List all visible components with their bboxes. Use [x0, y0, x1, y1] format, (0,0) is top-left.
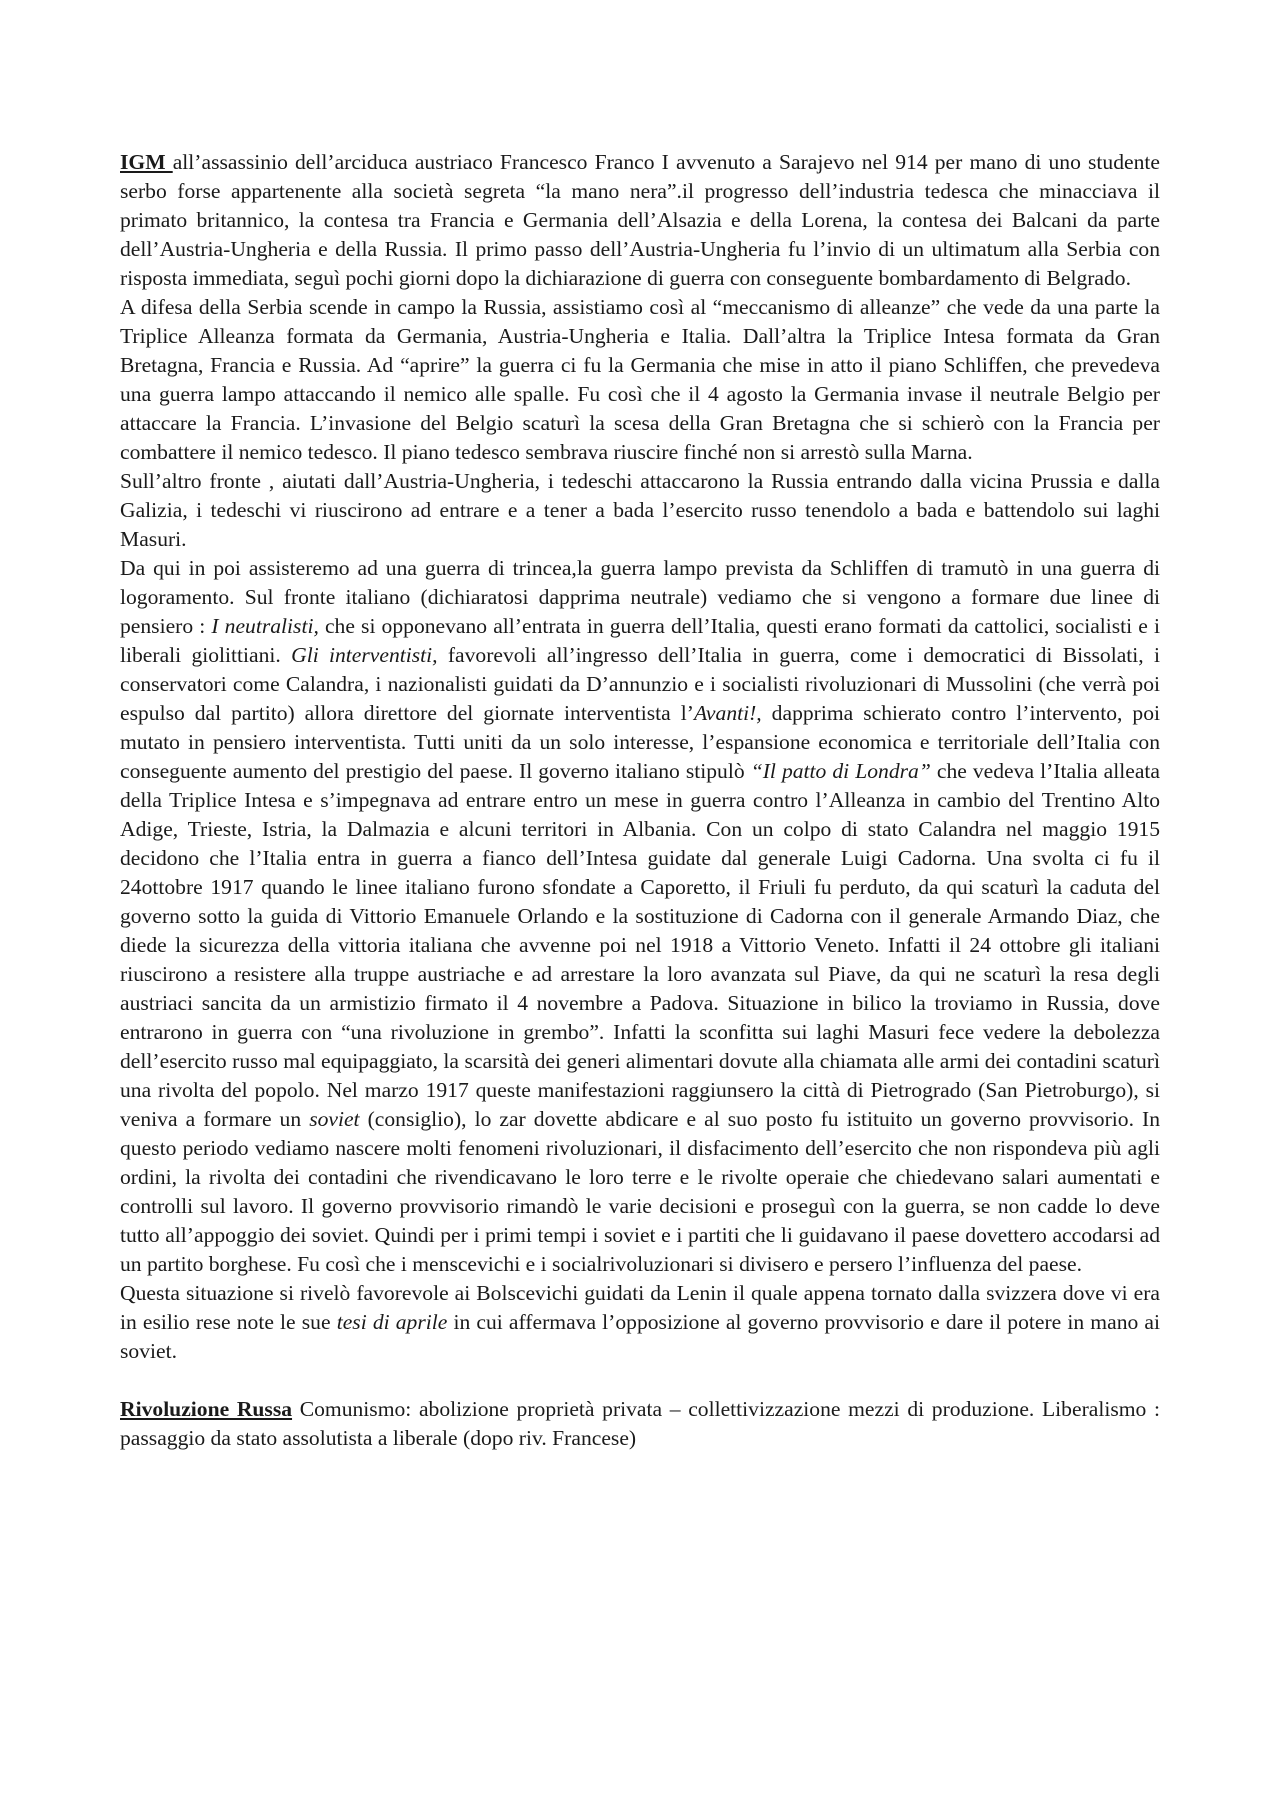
- paragraph-rivoluzione-russa-text: Comunismo: abolizione proprietà privata – collettivizzazione mezzi di produzione. Liberalismo : passaggio da stato assolutista a liberale (dopo riv. Francese): [120, 1397, 1160, 1450]
- text-segment: favorevoli all’ingresso dell’Italia in guerra, come i democratici di Bissolati, i conservatori come Calandra, i nazionalisti guidati da D’annunzio e i socialisti rivoluzionari di Mussolini (che verrà poi espulso dal partito) allora direttore del giornate interventista l’: [120, 643, 1160, 725]
- italic-patto-di-londra: “Il patto di Londra”: [750, 759, 931, 783]
- text-segment: che si opponevano all’entrata in guerra dell’Italia, questi erano formati da cattolici, socialisti e i liberali giolittiani.: [120, 614, 1160, 667]
- paragraph-igm: [120, 148, 1160, 293]
- heading-igm: IGM: [120, 150, 173, 174]
- text-segment: dapprima schierato contro l’intervento, poi mutato in pensiero interventista. Tutti uniti da un solo interesse, l’espansione economica e territoriale dell’Italia con conseguente aumento del prestigio del paese. Il governo italiano stipulò: [120, 701, 1160, 783]
- paragraph-rivoluzione-russa: [120, 1395, 1160, 1453]
- paragraph-trench-war: [120, 554, 1160, 1279]
- paragraph-gap: [120, 1366, 1160, 1395]
- italic-soviet: soviet: [309, 1107, 360, 1131]
- document-page: [120, 148, 1160, 1453]
- text-segment: (consiglio), lo zar dovette abdicare e al suo posto fu istituito un governo provvisorio. In questo periodo vediamo nascere molti fenomeni rivoluzionari, il disfacimento dell’esercito che non rispondeva più agli ordini, la rivolta dei contadini che rivendicavano le loro terre e le rivolte operaie che chiedevano salari aumentati e controlli sul lavoro. Il governo provvisorio rimandò le varie decisioni e proseguì con la guerra, se non cadde lo deve tutto all’appoggio dei soviet. Quindi per i primi tempi i soviet e i partiti che li guidavano il paese dovettero accodarsi ad un partito borghese. Fu così che i menscevichi e i socialrivoluzionari si divisero e persero l’influenza del paese.: [120, 1107, 1160, 1276]
- heading-rivoluzione-russa: Rivoluzione Russa: [120, 1397, 293, 1421]
- paragraph-bolsheviks: [120, 1279, 1160, 1366]
- paragraph-alliances: A difesa della Serbia scende in campo la Russia, assistiamo così al “meccanismo di alleanze” che vede da una parte la Triplice Alleanza formata da Germania, Austria-Ungheria e Italia. Dall’altra la Triplice Intesa formata da Gran Bretagna, Francia e Russia. Ad “aprire” la guerra ci fu la Germania che mise in atto il piano Schliffen, che prevedeva una guerra lampo attaccando il nemico alle spalle. Fu così che il 4 agosto la Germania invase il neutrale Belgio per attaccare la Francia. L’invasione del Belgio scaturì la scesa della Gran Bretagna che si schierò con la Francia per combattere il nemico tedesco. Il piano tedesco sembrava riuscire finché non si arrestò sulla Marna.: [120, 295, 1160, 464]
- paragraph-igm-text: all’assassinio dell’arciduca austriaco Francesco Franco I avvenuto a Sarajevo nel 914 per mano di uno studente serbo forse appartenente alla società segreta “la mano nera”.il progresso dell’industria tedesca che minacciava il primato britannico, la contesa tra Francia e Germania dell’Alsazia e della Lorena, la contesa dei Balcani da parte dell’Austria-Ungheria e della Russia. Il primo passo dell’Austria-Ungheria fu l’invio di un ultimatum alla Serbia con risposta immediata, seguì pochi giorni dopo la dichiarazione di guerra con conseguente bombardamento di Belgrado.: [120, 150, 1160, 290]
- text-segment: che vedeva l’Italia alleata della Triplice Intesa e s’impegnava ad entrare entro un mese in guerra contro l’Alleanza in cambio del Trentino Alto Adige, Trieste, Istria, la Dalmazia e alcuni territori in Albania. Con un colpo di stato Calandra nel maggio 1915 decidono che l’Italia entra in guerra a fianco dell’Intesa guidate dal generale Luigi Cadorna. Una svolta ci fu il 24ottobre 1917 quando le linee italiano furono sfondate a Caporetto, il Friuli fu perduto, da qui scaturì la caduta del governo sotto la guida di Vittorio Emanuele Orlando e la sostituzione di Cadorna con il generale Armando Diaz, che diede la sicurezza della vittoria italiana che avvenne poi nel 1918 a Vittorio Veneto. Infatti il 24 ottobre gli italiani riuscirono a resistere alla truppe austriache e ad arrestare la loro avanzata sul Piave, da qui ne scaturì la resa degli austriaci sancita da un armistizio firmato il 4 novembre a Padova. Situazione in bilico la troviamo in Russia, dove entrarono in guerra con “una rivoluzione in grembo”. Infatti la sconfitta sui laghi Masuri fece vedere la debolezza dell’esercito russo mal equipaggiato, la scarsità dei generi alimentari dovute alla chiamata alle armi dei contadini scaturì una rivolta del popolo. Nel marzo 1917 queste manifestazioni raggiunsero la città di Pietrogrado (San Pietroburgo), si veniva a formare un: [120, 759, 1160, 1131]
- italic-neutralisti: I neutralisti,: [211, 614, 319, 638]
- paragraph-eastern-front: Sull’altro fronte , aiutati dall’Austria-Ungheria, i tedeschi attaccarono la Russia entrando dalla vicina Prussia e dalla Galizia, i tedeschi vi riuscirono ad entrare e a tener a bada l’esercito russo tenendolo a bada e battendolo sui laghi Masuri.: [120, 469, 1160, 551]
- text-segment: Da qui in poi assisteremo ad una guerra di trincea,la guerra lampo prevista da Schliffen di tramutò in una guerra di logoramento. Sul fronte italiano (dichiaratosi dapprima neutrale) vediamo che si vengono a formare due linee di pensiero :: [120, 556, 1160, 638]
- italic-avanti: Avanti!,: [693, 701, 762, 725]
- text-segment: in cui affermava l’opposizione al governo provvisorio e dare il potere in mano ai soviet.: [120, 1310, 1161, 1363]
- italic-tesi-di-aprile: tesi di aprile: [336, 1310, 448, 1334]
- text-segment: Questa situazione si rivelò favorevole ai Bolscevichi guidati da Lenin il quale appena tornato dalla svizzera dove vi era in esilio rese note le sue: [120, 1281, 1160, 1334]
- italic-interventisti: Gli interventisti,: [291, 643, 438, 667]
